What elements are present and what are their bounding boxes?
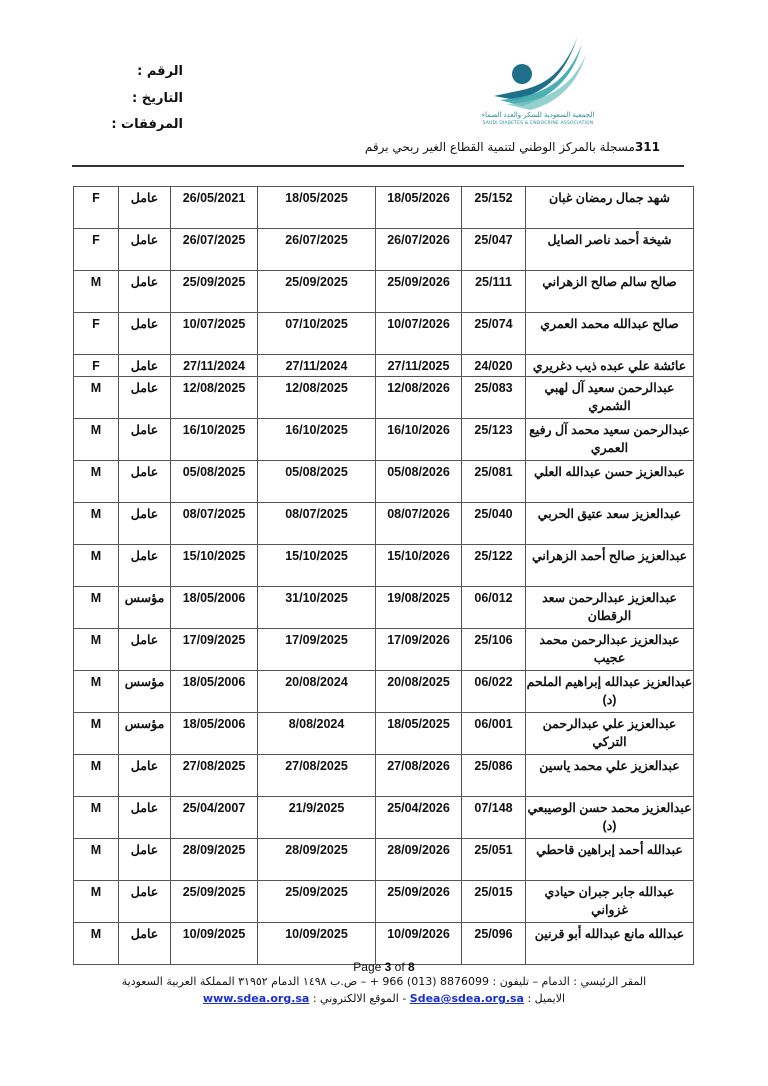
renewal-date-cell: 25/09/2025 xyxy=(258,881,376,923)
expiry-date-cell: 08/07/2026 xyxy=(376,503,462,545)
table-row xyxy=(74,461,694,503)
renewal-date-cell: 07/10/2025 xyxy=(258,313,376,355)
table-row xyxy=(74,419,694,461)
membership-id-cell: 06/012 xyxy=(462,587,526,629)
member-name-cell: عبدالعزيز علي محمد ياسين xyxy=(526,755,694,797)
member-type-cell: عامل xyxy=(119,377,171,419)
join-date-cell: 25/04/2007 xyxy=(171,797,258,839)
member-name-cell: عبدالله مانع عبدالله أبو قرنين xyxy=(526,923,694,965)
page-total: 8 xyxy=(408,960,415,974)
expiry-date-cell: 10/09/2026 xyxy=(376,923,462,965)
expiry-date-cell: 25/09/2026 xyxy=(376,271,462,313)
member-type-cell: عامل xyxy=(119,629,171,671)
table-row xyxy=(74,271,694,313)
table-row xyxy=(74,587,694,629)
registration-line xyxy=(365,140,660,154)
member-type-cell: عامل xyxy=(119,461,171,503)
table-row xyxy=(74,187,694,229)
expiry-date-cell: 16/10/2026 xyxy=(376,419,462,461)
membership-id-cell: 25/096 xyxy=(462,923,526,965)
email-link[interactable]: Sdea@sdea.org.sa xyxy=(409,992,524,1005)
member-name-cell: صالح عبدالله محمد العمري xyxy=(526,313,694,355)
renewal-date-cell: 05/08/2025 xyxy=(258,461,376,503)
gender-cell: F xyxy=(74,187,119,229)
gender-cell: M xyxy=(74,461,119,503)
gender-cell: M xyxy=(74,881,119,923)
join-date-cell: 05/08/2025 xyxy=(171,461,258,503)
expiry-date-cell: 26/07/2026 xyxy=(376,229,462,271)
renewal-date-cell: 26/07/2025 xyxy=(258,229,376,271)
member-name-cell: عبدالعزيز محمد حسن الوصيبعي (د) xyxy=(526,797,694,839)
member-type-cell: عامل xyxy=(119,229,171,271)
member-type-cell: عامل xyxy=(119,503,171,545)
expiry-date-cell: 20/08/2025 xyxy=(376,671,462,713)
contact-separator: - xyxy=(402,992,407,1005)
gender-cell: F xyxy=(74,313,119,355)
registration-number: 311 xyxy=(634,140,660,154)
member-type-cell: مؤسس xyxy=(119,671,171,713)
join-date-cell: 26/05/2021 xyxy=(171,187,258,229)
gender-cell: M xyxy=(74,503,119,545)
renewal-date-cell: 27/11/2024 xyxy=(258,355,376,377)
member-type-cell: عامل xyxy=(119,839,171,881)
join-date-cell: 18/05/2006 xyxy=(171,713,258,755)
gender-cell: M xyxy=(74,377,119,419)
expiry-date-cell: 25/04/2026 xyxy=(376,797,462,839)
join-date-cell: 25/09/2025 xyxy=(171,271,258,313)
table-row xyxy=(74,313,694,355)
membership-id-cell: 06/022 xyxy=(462,671,526,713)
join-date-cell: 27/11/2024 xyxy=(171,355,258,377)
email-label: الايميل : xyxy=(527,992,566,1005)
membership-id-cell: 06/001 xyxy=(462,713,526,755)
join-date-cell: 16/10/2025 xyxy=(171,419,258,461)
logo-text-english: SAUDI DIABETES & ENDOCRINE ASSOCIATION xyxy=(482,121,594,126)
member-type-cell: عامل xyxy=(119,355,171,377)
member-type-cell: عامل xyxy=(119,881,171,923)
gender-cell: M xyxy=(74,839,119,881)
membership-id-cell: 25/047 xyxy=(462,229,526,271)
gender-cell: F xyxy=(74,229,119,271)
member-type-cell: عامل xyxy=(119,923,171,965)
membership-id-cell: 24/020 xyxy=(462,355,526,377)
header-divider xyxy=(72,165,684,167)
renewal-date-cell: 15/10/2025 xyxy=(258,545,376,587)
gender-cell: M xyxy=(74,629,119,671)
member-name-cell: شهد جمال رمضان غبان xyxy=(526,187,694,229)
membership-id-cell: 25/015 xyxy=(462,881,526,923)
membership-id-cell: 07/148 xyxy=(462,797,526,839)
member-name-cell: عبدالعزيز سعد عتيق الحربي xyxy=(526,503,694,545)
membership-id-cell: 25/123 xyxy=(462,419,526,461)
renewal-date-cell: 17/09/2025 xyxy=(258,629,376,671)
page-of: of xyxy=(391,960,409,974)
table-row xyxy=(74,229,694,271)
expiry-date-cell: 15/10/2026 xyxy=(376,545,462,587)
table-row xyxy=(74,503,694,545)
table-row xyxy=(74,923,694,965)
members-table xyxy=(73,186,694,965)
renewal-date-cell: 8/08/2024 xyxy=(258,713,376,755)
membership-id-cell: 25/106 xyxy=(462,629,526,671)
footer-address: المقر الرئيسي : الدمام – تليفون : 8876099 (013) 966 + – ص.ب ١٤٩٨ الدمام ٣١٩٥٢ المملكة العربية السعودية xyxy=(121,975,647,988)
number-label: الرقم : xyxy=(137,64,183,79)
renewal-date-cell: 12/08/2025 xyxy=(258,377,376,419)
table-row xyxy=(74,839,694,881)
member-name-cell: عبدالرحمن سعيد محمد آل رفيع العمري xyxy=(526,419,694,461)
member-type-cell: عامل xyxy=(119,187,171,229)
join-date-cell: 08/07/2025 xyxy=(171,503,258,545)
gender-cell: F xyxy=(74,355,119,377)
renewal-date-cell: 31/10/2025 xyxy=(258,587,376,629)
date-label: التاريخ : xyxy=(132,91,183,106)
join-date-cell: 26/07/2025 xyxy=(171,229,258,271)
member-name-cell: عبدالعزيز عبدالرحمن سعد الرقطان xyxy=(526,587,694,629)
member-name-cell: عبدالله أحمد إبراهين قاحطي xyxy=(526,839,694,881)
page-current: 3 xyxy=(384,960,392,974)
member-name-cell: عبدالرحمن سعيد آل لهبي الشمري xyxy=(526,377,694,419)
member-name-cell: عبدالعزيز عبدالرحمن محمد عجيب xyxy=(526,629,694,671)
gender-cell: M xyxy=(74,271,119,313)
renewal-date-cell: 27/08/2025 xyxy=(258,755,376,797)
renewal-date-cell: 16/10/2025 xyxy=(258,419,376,461)
registration-text: مسجلة بالمركز الوطني لتنمية القطاع الغير ربحي برقم xyxy=(364,140,635,154)
member-type-cell: عامل xyxy=(119,797,171,839)
join-date-cell: 18/05/2006 xyxy=(171,671,258,713)
table-row xyxy=(74,713,694,755)
page-prefix: Page xyxy=(353,960,385,974)
renewal-date-cell: 20/08/2024 xyxy=(258,671,376,713)
expiry-date-cell: 05/08/2026 xyxy=(376,461,462,503)
gender-cell: M xyxy=(74,419,119,461)
join-date-cell: 18/05/2006 xyxy=(171,587,258,629)
expiry-date-cell: 27/08/2026 xyxy=(376,755,462,797)
membership-id-cell: 25/051 xyxy=(462,839,526,881)
expiry-date-cell: 28/09/2026 xyxy=(376,839,462,881)
member-name-cell: شيخة أحمد ناصر الصايل xyxy=(526,229,694,271)
footer-contacts xyxy=(0,992,768,1005)
gender-cell: M xyxy=(74,923,119,965)
renewal-date-cell: 25/09/2025 xyxy=(258,271,376,313)
website-label: الموقع الالكتروني : xyxy=(312,992,399,1005)
member-type-cell: عامل xyxy=(119,419,171,461)
association-logo xyxy=(486,30,596,112)
member-name-cell: عائشة علي عبده ذيب دغريري xyxy=(526,355,694,377)
member-type-cell: عامل xyxy=(119,271,171,313)
gender-cell: M xyxy=(74,713,119,755)
gender-cell: M xyxy=(74,671,119,713)
member-name-cell: عبدالعزيز حسن عبدالله العلي xyxy=(526,461,694,503)
membership-id-cell: 25/122 xyxy=(462,545,526,587)
member-type-cell: عامل xyxy=(119,313,171,355)
membership-id-cell: 25/111 xyxy=(462,271,526,313)
join-date-cell: 27/08/2025 xyxy=(171,755,258,797)
renewal-date-cell: 08/07/2025 xyxy=(258,503,376,545)
expiry-date-cell: 18/05/2026 xyxy=(376,187,462,229)
gender-cell: M xyxy=(74,587,119,629)
join-date-cell: 10/09/2025 xyxy=(171,923,258,965)
website-link[interactable]: www.sdea.org.sa xyxy=(202,992,310,1005)
join-date-cell: 25/09/2025 xyxy=(171,881,258,923)
member-name-cell: عبدالله جابر جبران حيادي غزواني xyxy=(526,881,694,923)
page-number xyxy=(0,960,768,974)
attachments-label: المرفقات : xyxy=(111,117,183,132)
renewal-date-cell: 28/09/2025 xyxy=(258,839,376,881)
table-row xyxy=(74,797,694,839)
membership-id-cell: 25/081 xyxy=(462,461,526,503)
member-type-cell: مؤسس xyxy=(119,713,171,755)
member-name-cell: عبدالعزيز عبدالله إبراهيم الملحم (د) xyxy=(526,671,694,713)
renewal-date-cell: 21/9/2025 xyxy=(258,797,376,839)
member-type-cell: عامل xyxy=(119,545,171,587)
gender-cell: M xyxy=(74,797,119,839)
membership-id-cell: 25/086 xyxy=(462,755,526,797)
logo-wave-dark xyxy=(494,36,578,100)
expiry-date-cell: 10/07/2026 xyxy=(376,313,462,355)
expiry-date-cell: 27/11/2025 xyxy=(376,355,462,377)
membership-id-cell: 25/074 xyxy=(462,313,526,355)
member-type-cell: مؤسس xyxy=(119,587,171,629)
join-date-cell: 17/09/2025 xyxy=(171,629,258,671)
renewal-date-cell: 10/09/2025 xyxy=(258,923,376,965)
join-date-cell: 12/08/2025 xyxy=(171,377,258,419)
table-row xyxy=(74,629,694,671)
expiry-date-cell: 18/05/2025 xyxy=(376,713,462,755)
member-name-cell: صالح سالم صالح الزهراني xyxy=(526,271,694,313)
table-row xyxy=(74,545,694,587)
join-date-cell: 15/10/2025 xyxy=(171,545,258,587)
gender-cell: M xyxy=(74,755,119,797)
join-date-cell: 28/09/2025 xyxy=(171,839,258,881)
member-name-cell: عبدالعزيز علي عبدالرحمن التركي xyxy=(526,713,694,755)
expiry-date-cell: 17/09/2026 xyxy=(376,629,462,671)
expiry-date-cell: 25/09/2026 xyxy=(376,881,462,923)
expiry-date-cell: 19/08/2025 xyxy=(376,587,462,629)
membership-id-cell: 25/152 xyxy=(462,187,526,229)
expiry-date-cell: 12/08/2026 xyxy=(376,377,462,419)
table-row xyxy=(74,671,694,713)
logo-circle xyxy=(512,64,532,84)
table-row xyxy=(74,881,694,923)
table-row xyxy=(74,355,694,377)
membership-id-cell: 25/083 xyxy=(462,377,526,419)
membership-id-cell: 25/040 xyxy=(462,503,526,545)
member-name-cell: عبدالعزيز صالح أحمد الزهراني xyxy=(526,545,694,587)
logo-text-arabic: الجمعية السعودية للسكر والغدد الصماء xyxy=(481,111,595,119)
renewal-date-cell: 18/05/2025 xyxy=(258,187,376,229)
member-type-cell: عامل xyxy=(119,755,171,797)
table-row xyxy=(74,377,694,419)
gender-cell: M xyxy=(74,545,119,587)
join-date-cell: 10/07/2025 xyxy=(171,313,258,355)
table-row xyxy=(74,755,694,797)
